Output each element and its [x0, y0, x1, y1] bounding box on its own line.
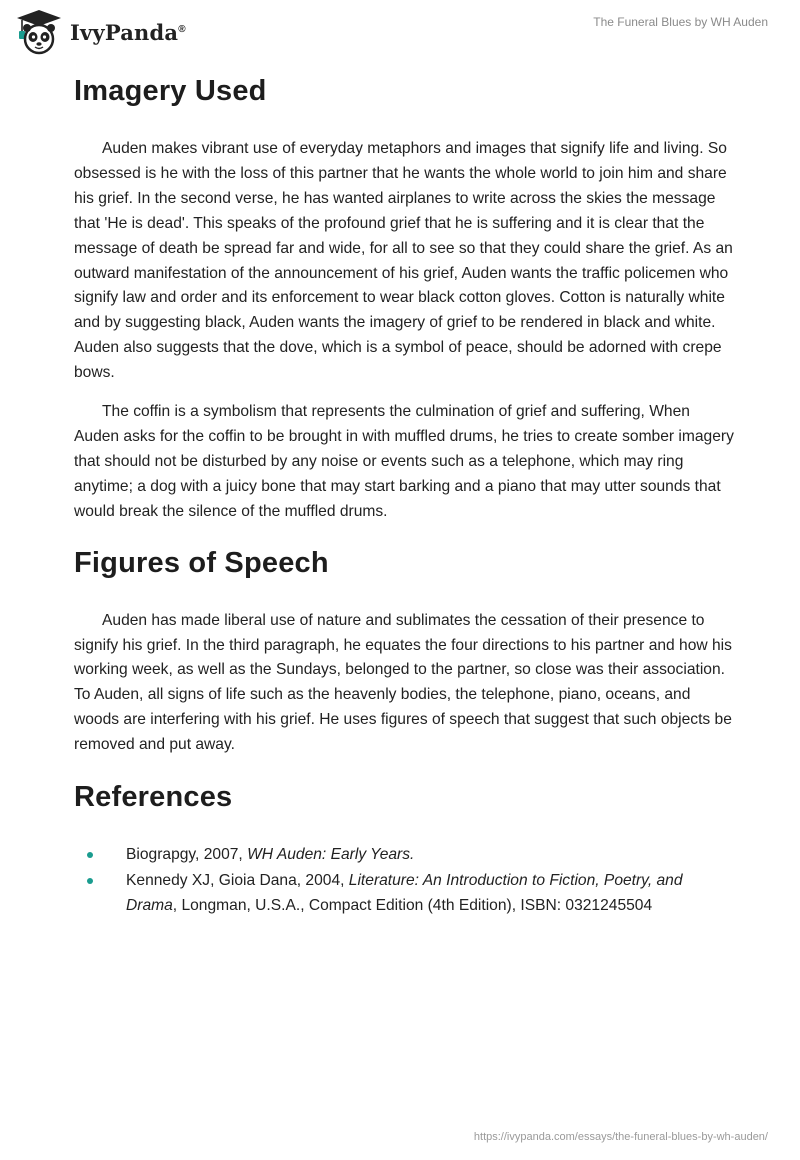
brand-logo[interactable]: [14, 7, 186, 57]
figures-paragraph-1: Auden has made liberal use of nature and sublimates the cessation of their presence to signify his grief. In the third paragraph, he equates the four directions to his partner and how his working week, as well as the Sundays, belonged to the partner, so close was their association. To Auden, all signs of life such as the heavenly bodies, the telephone, piano, oceans, and woods are interfering with his grief. He uses figures of speech that suggest that such objects be removed and put away.: [74, 611, 732, 754]
section-heading-references: References: [74, 781, 233, 814]
document-title: The Funeral Blues by WH Auden: [593, 15, 768, 29]
panda-logo-icon: [14, 7, 64, 57]
imagery-paragraph-2: The coffin is a symbolism that represents the culmination of grief and suffering, When Auden asks for the coffin to be brought in with muffled drums, he tries to create somber imagery that should not be disturbed by any noise or events such as a telephone, which may ring anytime; a dog with a juicy bone that may start barking and a piano that may utter sounds that would break the silence of the muffled drums.: [74, 403, 734, 520]
reference-item: Kennedy XJ, Gioia Dana, 2004, Literature: An Introduction to Fiction, Poetry, and Drama, Longman, U.S.A., Compact Edition (4th Edition), ISBN: 0321245504: [74, 869, 734, 919]
page-header: [0, 0, 800, 70]
brand-name: IvyPanda®: [70, 19, 186, 45]
section-heading-imagery: Imagery Used: [74, 75, 267, 107]
source-url[interactable]: https://ivypanda.com/essays/the-funeral-blues-by-wh-auden/: [473, 1131, 768, 1143]
bullet-icon: [87, 878, 93, 884]
references-list: [74, 843, 734, 919]
reference-item: Biograpgy, 2007, WH Auden: Early Years.: [74, 843, 734, 868]
section-heading-figures: Figures of Speech: [74, 546, 329, 579]
bullet-icon: [87, 852, 93, 858]
essay-content: [74, 70, 734, 920]
imagery-paragraph-1: Auden makes vibrant use of everyday metaphors and images that signify life and living. So obsessed is he with the loss of this partner that he wants the whole world to join him and share his grief. In the second verse, he has wanted airplanes to write across the skies the message that 'He is dead'. This speaks of the profound grief that he is suffering and it is clear that the message of death be spread far and wide, for all to see so that they could share the grief. As an outward manifestation of the announcement of his grief, Auden wants the traffic policemen who signify law and order and its enforcement to wear black cotton gloves. Cotton is naturally white and by suggesting black, Auden wants the imagery of grief to be rendered in black and white. Auden also suggests that the dove, which is a symbol of peace, should be adorned with crepe bows.: [74, 140, 733, 382]
